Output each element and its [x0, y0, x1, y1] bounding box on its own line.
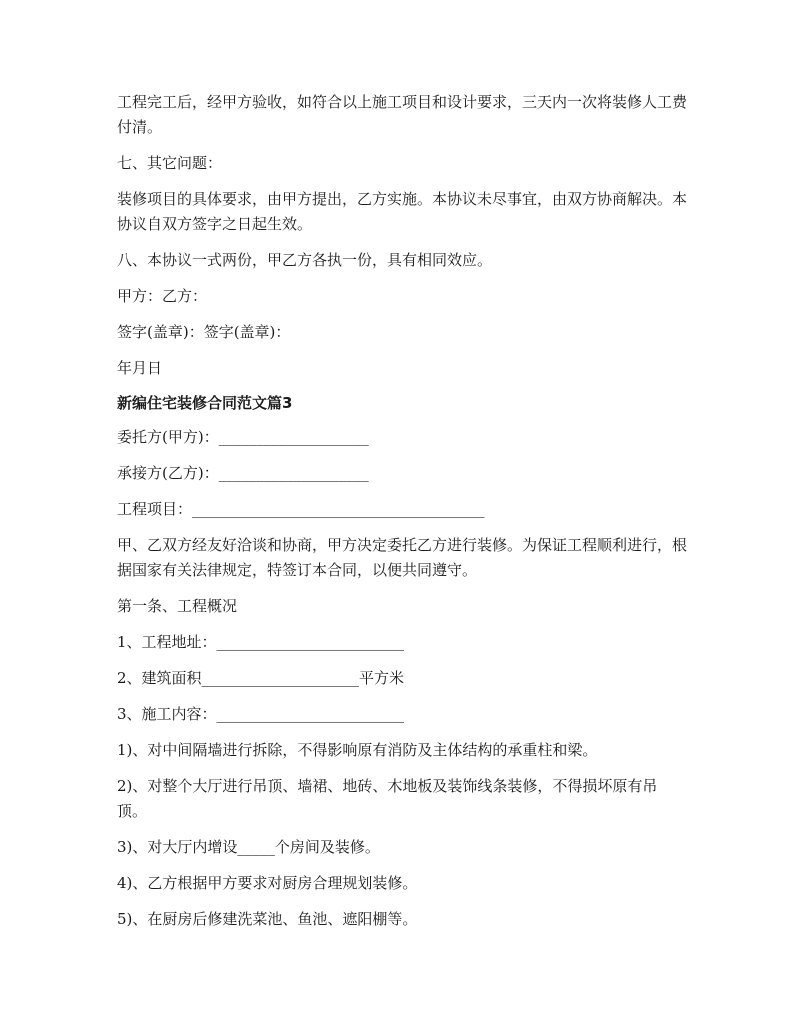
scope-item-4: 4)、乙方根据甲方要求对厨房合理规划装修。: [117, 874, 418, 892]
paragraph-payment: 工程完工后，经甲方验收，如符合以上施工项目和设计要求，三天内一次将装修人工费付清。: [117, 93, 688, 136]
field-client: 委托方(甲方)：____________________: [117, 428, 369, 446]
paragraph-intro: 甲、乙双方经友好洽谈和协商，甲方决定委托乙方进行装修。为保证工程顺利进行，根据国家有关法律规定，特签订本合同，以便共同遵守。: [117, 536, 688, 579]
scope-item-1: 1)、对中间隔墙进行拆除，不得影响原有消防及主体结构的承重柱和梁。: [117, 741, 598, 759]
signature-date: 年月日: [117, 359, 163, 377]
scope-item-5: 5)、在厨房后修建洗菜池、鱼池、遮阳棚等。: [117, 910, 418, 928]
scope-item-3: 3)、对大厅内增设_____个房间及装修。: [117, 838, 380, 856]
field-area: 2、建筑面积_____________________平方米: [117, 669, 405, 687]
document-page: [117, 90, 687, 943]
scope-item-2: 2)、对整个大厅进行吊顶、墙裙、地砖、木地板及装饰线条装修，不得损坏原有吊顶。: [117, 777, 658, 820]
signature-parties: 甲方：乙方：: [117, 287, 208, 305]
section-seven-heading: 七、其它问题：: [117, 154, 223, 172]
signature-seal: 签字(盖章)：签字(盖章)：: [117, 323, 291, 341]
article-one-heading: 第一条、工程概况: [117, 597, 238, 615]
section-eight-heading: 八、本协议一式两份，甲乙方各执一份，具有相同效应。: [117, 251, 493, 269]
article-heading: 新编住宅装修合同范文篇3: [117, 394, 293, 412]
field-project: 工程项目：_______________________________________: [117, 500, 485, 518]
field-scope: 3、施工内容：_________________________: [117, 705, 405, 723]
field-contractor: 承接方(乙方)：____________________: [117, 464, 369, 482]
field-address: 1、工程地址：_________________________: [117, 633, 405, 651]
paragraph-other-issues: 装修项目的具体要求，由甲方提出，乙方实施。本协议未尽事宜，由双方协商解决。本协议自双方签字之日起生效。: [117, 190, 688, 233]
